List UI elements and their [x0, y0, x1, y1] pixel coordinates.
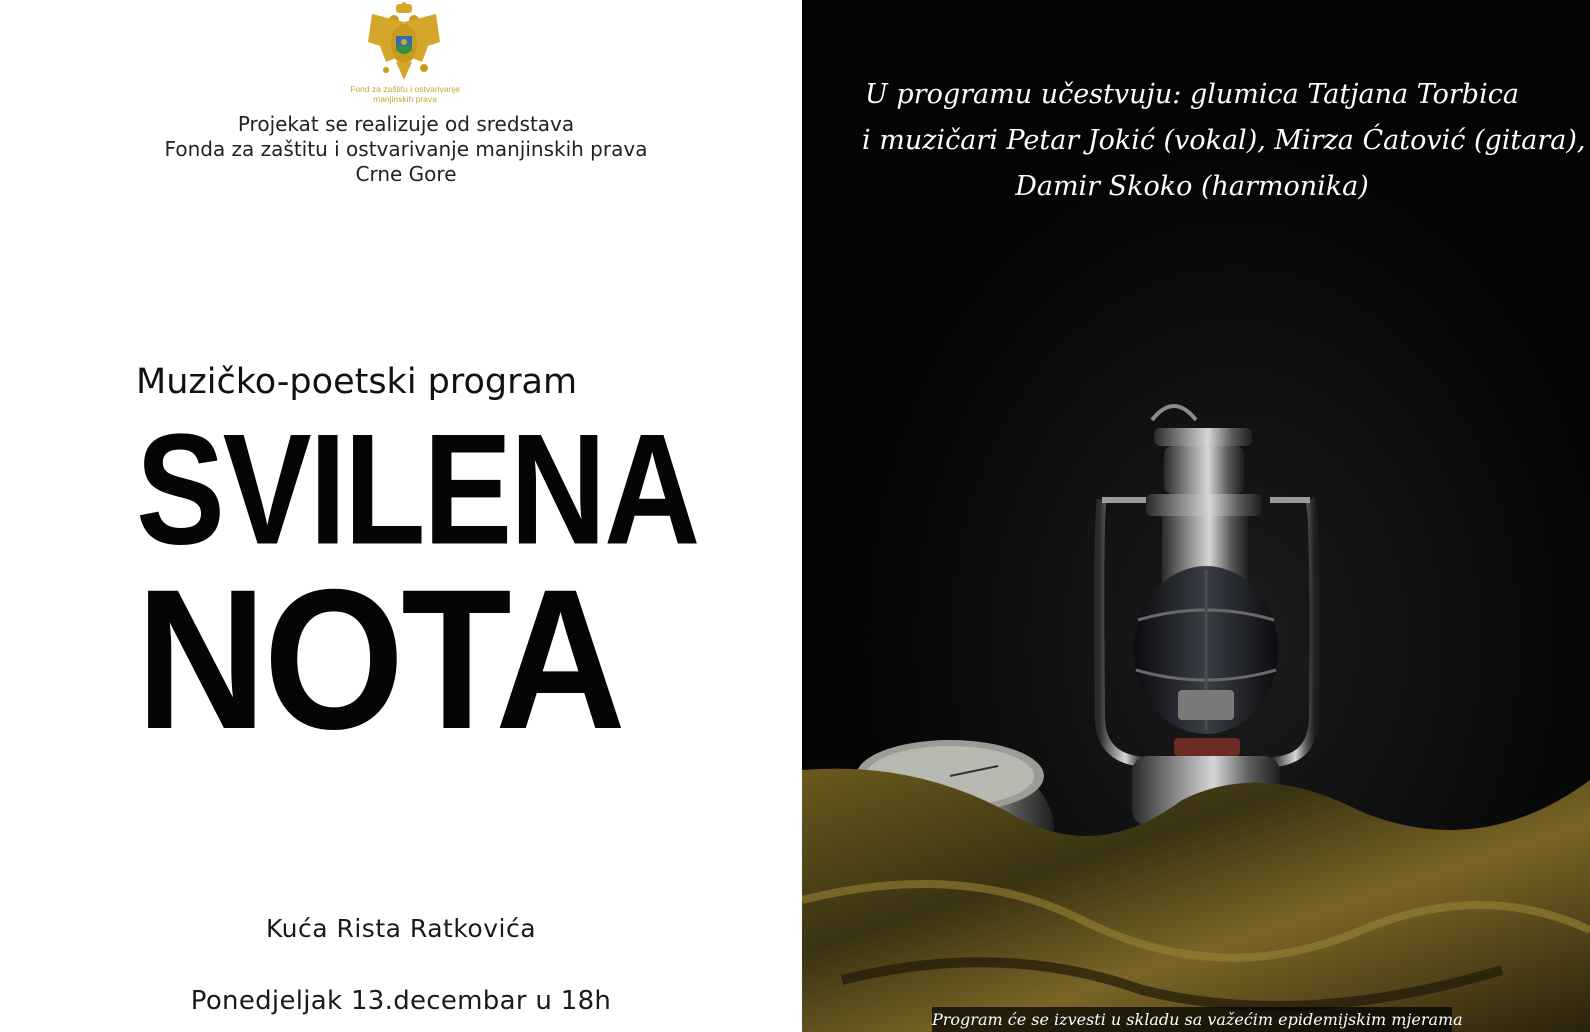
participants-line: i muzičari Petar Jokić (vokal), Mirza Ćatović (gitara),	[862, 125, 1586, 156]
title-line-2: NOTA	[136, 547, 623, 772]
epidemic-notice: Program će se izvesti u skladu sa važećim epidemijskim mjerama	[932, 1007, 1452, 1032]
venue-text: Kuća Rista Ratkovića	[265, 914, 537, 943]
participants-text	[862, 72, 1586, 210]
program-subtitle: Muzičko-poetski program	[136, 362, 578, 402]
participants-line: Damir Skoko (harmonika)	[1015, 171, 1369, 202]
fund-caption	[320, 84, 490, 104]
project-line: Fonda za zaštitu i ostvarivanje manjinskih prava	[164, 137, 648, 161]
title-line-1: SVILENA	[136, 400, 699, 578]
fund-caption-line: Fond za zaštitu i ostvarivanje	[350, 84, 460, 94]
project-funding-text	[110, 112, 702, 187]
participants-line: U programu učestvuju: glumica Tatjana Torbica	[865, 79, 1519, 110]
poster-right-panel	[802, 0, 1590, 1032]
date-text: Ponedjeljak 13.decembar u 18h	[190, 986, 612, 1016]
fund-caption-line: manjinskih prava	[373, 94, 437, 104]
project-line: Projekat se realizuje od sredstava	[237, 112, 575, 136]
montenegro-coat-of-arms-icon	[366, 2, 442, 86]
project-line: Crne Gore	[355, 162, 457, 186]
